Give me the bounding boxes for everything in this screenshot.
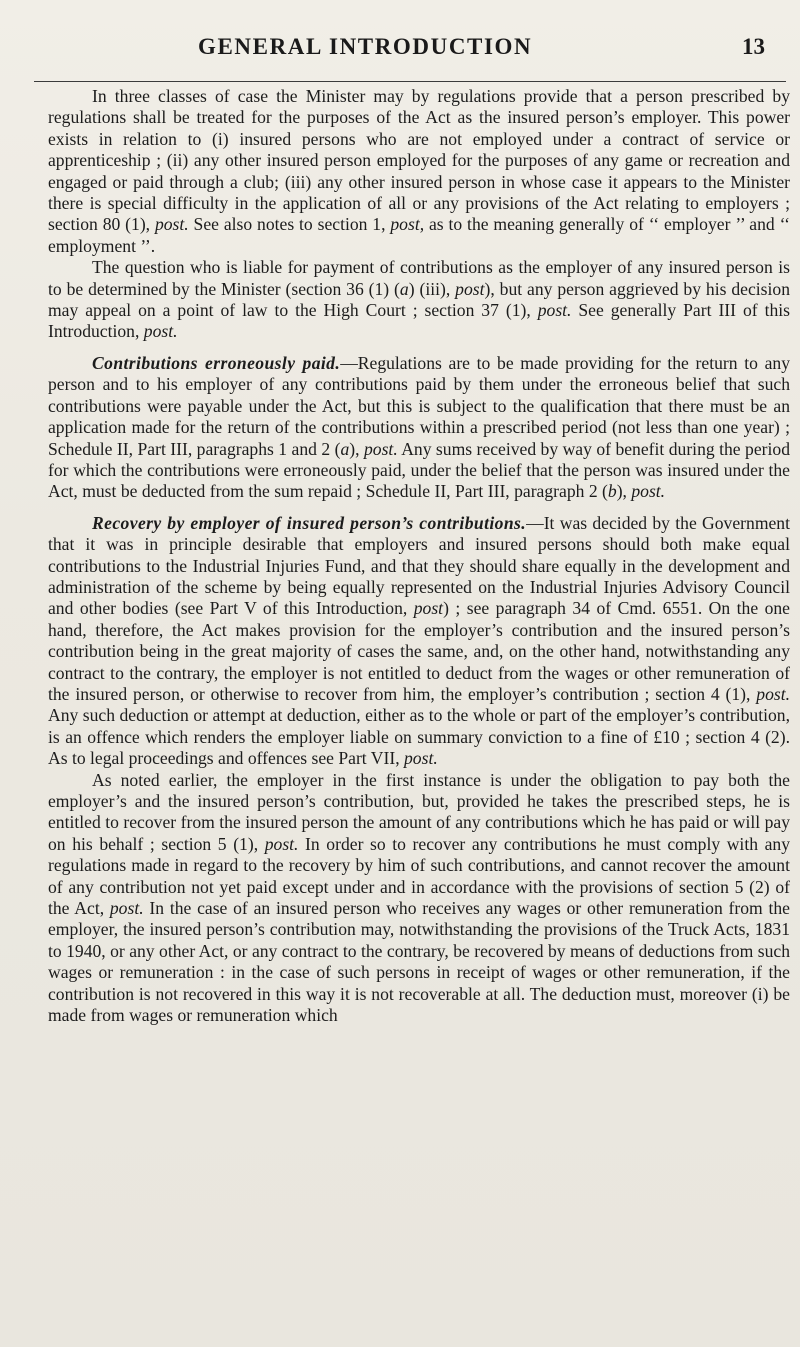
- section-heading: Contributions erroneously paid.: [92, 352, 341, 373]
- paragraph-obligation-to-pay: As noted earlier, the employer in the first instance is under the obligation to pay both the employer’s and the insured person’s contribution, but, provided he takes the prescribed steps, he is entitled to recover from the insured person the amount of any contributions which he has paid or will pay on his behalf ; section 5 (1), post. In order so to recover any contributions he must comply with any regulations made in regard to the recovery by him of such contributions, and cannot recover the amount of any contribution not yet paid except under and in accordance with the provisions of section 5 (2) of the Act, post. In the case of an insured person who receives any wages or other remuneration from the employer, the insured person’s contribution may, notwithstanding the provisions of the Truck Acts, 1831 to 1940, or any other Act, or any contract to the contrary, be recovered by means of deductions from such wages or remuneration : in the case of such persons in receipt of wages or other remuneration, if the contribution is not recovered in this way it is not recoverable at all. The deduction must, moreover (i) be made from wages or remuneration which: [48, 769, 791, 1026]
- page-number: 13: [742, 34, 765, 59]
- section-gap: [48, 343, 790, 353]
- section-heading: Recovery by employer of insured person’s contributions.: [92, 512, 527, 533]
- running-title: GENERAL INTRODUCTION: [198, 34, 533, 59]
- paragraph-contributions-erroneously-paid: Contributions erroneously paid.—Regulations are to be made providing for the return to any person and to his employer of any contributions paid by them under the erroneous belief that such contributions were payable under the Act, but this is subject to the qualification that there must be an application made for the return of the contributions within a prescribed period (not less than one year) ; Schedule II, Part III, paragraphs 1 and 2 (a), post. Any sums received by way of benefit during the period for which the contributions were erroneously paid, under the belief that the person was insured under the Act, must be deducted from the sum repaid ; Schedule II, Part III, paragraph 2 (b), post.: [48, 352, 790, 502]
- running-head: [0, 34, 800, 66]
- section-gap: [48, 503, 790, 513]
- paragraph-treated-employer: In three classes of case the Minister may by regulations provide that a person prescribed by regulations shall be treated for the purposes of the Act as the insured person’s employer. This power exists in relation to (i) insured persons who are not employed under a contract of service or apprenticeship ; (ii) any other insured person employed for the purposes of any game or recreation and engaged or paid through a club; (iii) any other insured person in whose case it appears to the Minister there is special difficulty in the application of all or any provisions of the Act relating to employers ; section 80 (1), post. See also notes to section 1, post, as to the meaning generally of ‘‘ employer ’’ and ‘‘ employment ’’.: [48, 86, 790, 256]
- paragraph-liability-question: The question who is liable for payment of contributions as the employer of any insured person is to be determined by the Minister (section 36 (1) (a) (iii), post), but any person aggrieved by his decision may appeal on a point of law to the High Court ; section 37 (1), post. See generally Part III of this Introduction, post.: [48, 257, 790, 342]
- paragraph-recovery-by-employer: Recovery by employer of insured person’s contributions.—It was decided by the Government that it was in principle desirable that employers and insured persons should both make equal contributions to the Industrial Injuries Fund, and that they should share equally in the development and administration of the scheme by being equally represented on the Industrial Injuries Advisory Council and other bodies (see Part V of this Introduction, post) ; see paragraph 34 of Cmd. 6551. On the one hand, therefore, the Act makes provision for the employer’s contribution and the insured person’s contribution being in the great majority of cases the same, and, on the other hand, notwithstanding any contract to the contrary, the employer is not entitled to deduct from the wages or other remuneration of the insured person, or otherwise to recover from him, the employer’s contribution ; section 4 (1), post. Any such deduction or attempt at deduction, either as to the whole or part of the employer’s contribution, is an offence which renders the employer liable on summary conviction to a fine of £10 ; section 4 (2). As to legal proceedings and offences see Part VII, post.: [48, 512, 790, 769]
- body-text: [48, 86, 790, 1026]
- header-rule: [34, 81, 786, 82]
